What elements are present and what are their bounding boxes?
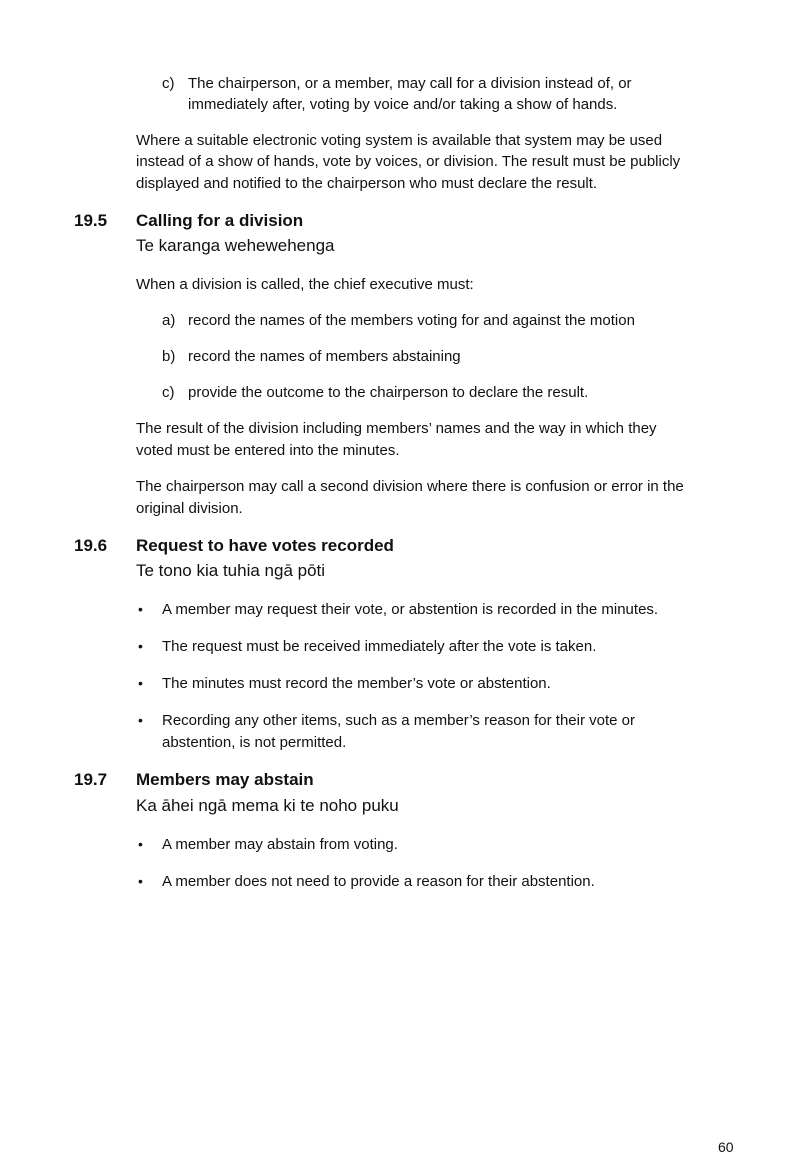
section-title: Calling for a division	[136, 211, 304, 230]
section-subtitle: Ka āhei ngā mema ki te noho puku	[136, 796, 399, 815]
section-title: Members may abstain	[136, 770, 314, 789]
bullet-icon: •	[138, 712, 143, 728]
bullet-text: A member does not need to provide a reason for their abstention.	[162, 873, 595, 890]
bullet-text: A member may abstain from voting.	[162, 836, 398, 853]
text-line: displayed and notified to the chairperson who must declare the result.	[136, 175, 598, 192]
text-line: original division.	[136, 500, 243, 517]
item-label: c)	[162, 384, 175, 401]
text-line: The result of the division including members’ names and the way in which they	[136, 420, 657, 437]
bullet-text: The minutes must record the member’s vote or abstention.	[162, 675, 551, 692]
section-number: 19.7	[74, 770, 108, 789]
bullet-icon: •	[138, 873, 143, 889]
bullet-text: A member may request their vote, or abstention is recorded in the minutes.	[162, 601, 659, 618]
bullet-icon: •	[138, 675, 143, 691]
text-line: instead of a show of hands, vote by voices, or division. The result must be publicly	[136, 153, 681, 170]
bullet-icon: •	[138, 601, 143, 617]
section-number: 19.6	[74, 536, 108, 555]
page-number: 60	[718, 1139, 734, 1155]
item-text: record the names of the members voting for and against the motion	[188, 312, 635, 329]
item-text: record the names of members abstaining	[188, 348, 461, 365]
item-text: The chairperson, or a member, may call for a division instead of, or	[188, 75, 632, 92]
item-label: c)	[162, 75, 175, 92]
section-title: Request to have votes recorded	[136, 536, 394, 555]
bullet-text: Recording any other items, such as a member’s reason for their vote or	[162, 712, 635, 729]
bullet-text: The request must be received immediately after the vote is taken.	[162, 638, 597, 655]
item-label: a)	[162, 312, 176, 329]
section-subtitle: Te karanga wehewehenga	[136, 236, 335, 255]
text-line: The chairperson may call a second division where there is confusion or error in the	[136, 478, 684, 495]
paragraph: When a division is called, the chief executive must:	[136, 276, 474, 293]
text-line: voted must be entered into the minutes.	[136, 442, 400, 459]
section-number: 19.5	[74, 211, 108, 230]
bullet-text: abstention, is not permitted.	[162, 734, 347, 751]
section-subtitle: Te tono kia tuhia ngā pōti	[136, 561, 326, 580]
item-text: provide the outcome to the chairperson to declare the result.	[188, 384, 589, 401]
bullet-icon: •	[138, 836, 143, 852]
text-line: Where a suitable electronic voting system is available that system may be used	[136, 132, 663, 149]
item-label: b)	[162, 348, 176, 365]
item-text: immediately after, voting by voice and/or taking a show of hands.	[188, 96, 618, 113]
bullet-icon: •	[138, 638, 143, 654]
